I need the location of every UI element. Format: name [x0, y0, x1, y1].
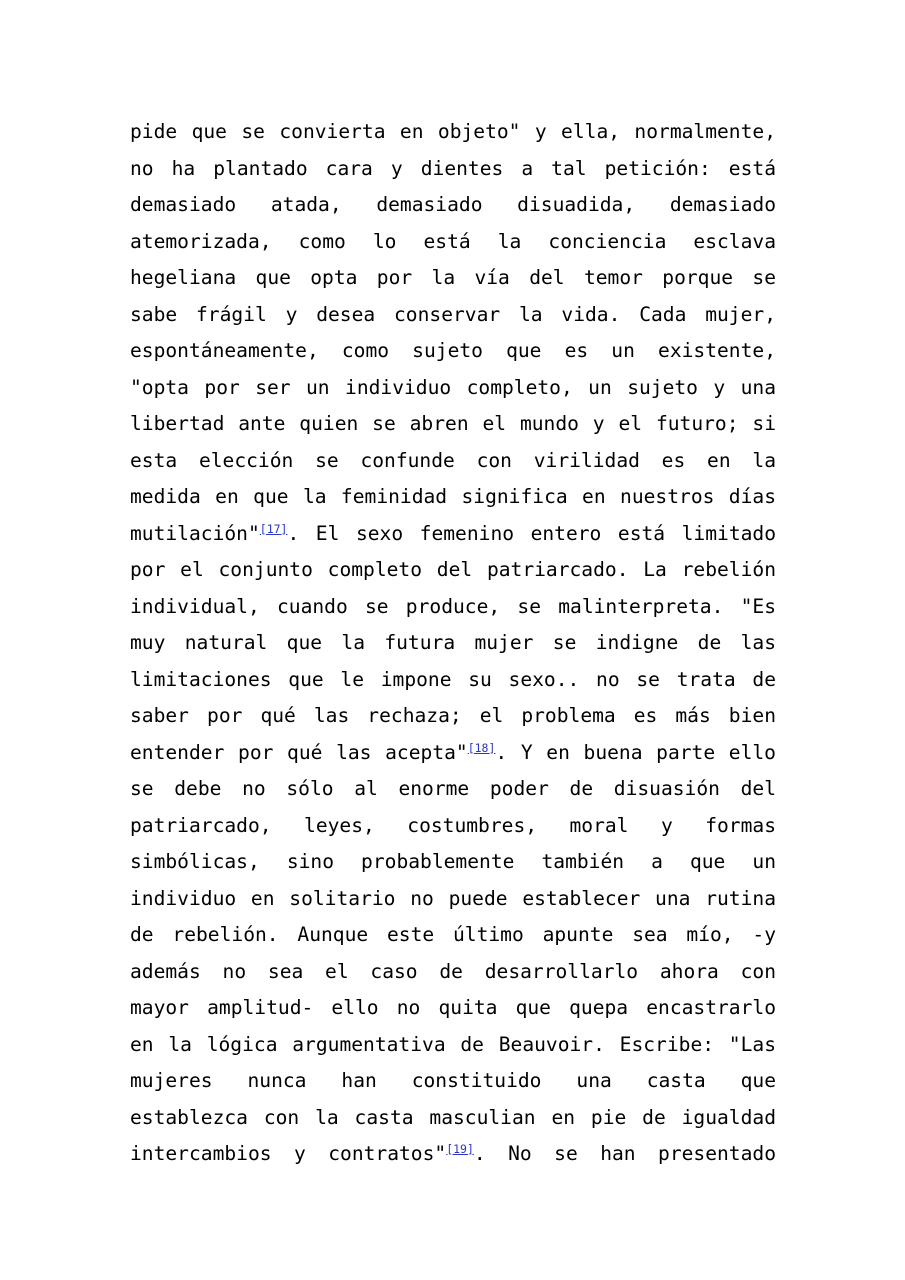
body-paragraph: [130, 114, 776, 1173]
line-text: libertad ante quien se abren el mundo y el futuro; si: [130, 412, 776, 435]
line-text: demasiado atada, demasiado disuadida, demasiado: [130, 193, 776, 216]
footnote-link[interactable]: [17]: [259, 521, 288, 536]
footnote-link[interactable]: [18]: [467, 740, 496, 755]
line-text: simbólicas, sino probablemente también a que un: [130, 850, 776, 873]
line-text: mutilación": [130, 521, 260, 545]
text-line: [130, 552, 776, 589]
text-line: [130, 662, 776, 699]
line-text: "opta por ser un individuo completo, un sujeto y una: [130, 375, 776, 399]
line-text: individual, cuando se produce, se malinterpreta. "Es: [130, 594, 776, 618]
line-text: intercambios y contratos": [130, 1142, 447, 1165]
line-text: en la lógica argumentativa de Beauvoir. Escribe: "Las: [130, 1032, 776, 1056]
line-text: además no sea el caso de desarrollarlo ahora con: [130, 959, 776, 983]
line-text: sabe frágil y desea conservar la vida. Cada mujer,: [130, 302, 776, 326]
text-line: [130, 625, 776, 662]
text-line: [130, 990, 776, 1027]
line-text: por el conjunto completo del patriarcado. La rebelión: [130, 558, 776, 581]
text-line: [130, 406, 776, 443]
text-line: [130, 808, 776, 845]
line-text: se debe no sólo al enorme poder de disuasión del: [130, 777, 776, 800]
text-line: [130, 516, 776, 553]
line-text: establezca con la casta masculian en pie de igualdad: [130, 1105, 776, 1129]
line-text: medida en que la feminidad significa en nuestros días: [130, 485, 776, 508]
text-line: [130, 333, 776, 370]
text-line: [130, 954, 776, 991]
text-line: [130, 187, 776, 224]
line-text: pide que se convierta en objeto" y ella, normalmente,: [130, 120, 776, 143]
line-text: individuo en solitario no puede establecer una rutina: [130, 886, 776, 910]
text-line: [130, 771, 776, 808]
text-line: [130, 1100, 776, 1137]
text-line: [130, 1027, 776, 1064]
line-text: mujeres nunca han constituido una casta que: [130, 1069, 776, 1092]
text-line: [130, 370, 776, 407]
line-text: muy natural que la futura mujer se indigne de las: [130, 631, 776, 654]
line-text: hegeliana que opta por la vía del temor porque se: [130, 266, 776, 289]
line-text: de rebelión. Aunque este último apunte sea mío, -y: [130, 923, 776, 946]
text-line: [130, 260, 776, 297]
text-line: [130, 881, 776, 918]
line-text: atemorizada, como lo está la conciencia esclava: [130, 229, 776, 253]
text-line: [130, 735, 776, 772]
line-text: no ha plantado cara y dientes a tal petición: está: [130, 156, 776, 180]
line-text: . No se han presentado: [473, 1142, 776, 1165]
text-line: [130, 151, 776, 188]
line-text: patriarcado, leyes, costumbres, moral y formas: [130, 813, 776, 837]
text-line: [130, 224, 776, 261]
line-text: limitaciones que le impone su sexo.. no se trata de: [130, 667, 776, 691]
text-line: [130, 1136, 776, 1173]
line-text: . El sexo femenino entero está limitado: [287, 521, 776, 545]
line-text: espontáneamente, como sujeto que es un existente,: [130, 339, 776, 362]
text-line: [130, 114, 776, 151]
text-line: [130, 844, 776, 881]
text-line: [130, 917, 776, 954]
footnote-link[interactable]: [19]: [446, 1142, 474, 1156]
text-line: [130, 698, 776, 735]
line-text: saber por qué las rechaza; el problema es más bien: [130, 704, 776, 727]
line-text: esta elección se confunde con virilidad es en la: [130, 448, 776, 472]
text-line: [130, 589, 776, 626]
line-text: mayor amplitud- ello no quita que quepa encastrarlo: [130, 996, 776, 1019]
text-line: [130, 297, 776, 334]
text-line: [130, 1063, 776, 1100]
text-line: [130, 479, 776, 516]
line-text: entender por qué las acepta": [130, 740, 468, 764]
line-text: . Y en buena parte ello: [495, 740, 776, 764]
text-line: [130, 443, 776, 480]
